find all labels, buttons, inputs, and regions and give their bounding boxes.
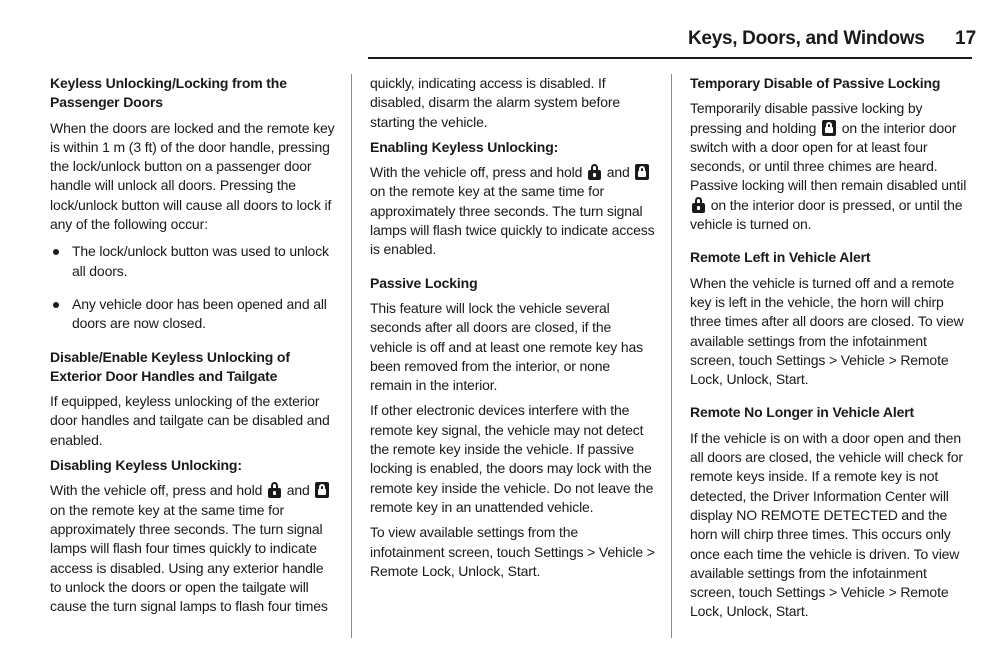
paragraph: If equipped, keyless unlocking of the exterior door handles and tailgate can be disabled and enabled. <box>50 393 330 448</box>
text-run: With the vehicle off, press and hold <box>50 482 263 499</box>
heading-remote-left: Remote Left in Vehicle Alert <box>690 249 871 266</box>
heading-enabling: Enabling Keyless Unlocking: <box>370 138 559 155</box>
text-run: and <box>606 164 630 181</box>
text-run: and <box>286 482 310 499</box>
unlock-icon <box>315 482 329 498</box>
text-run: on the interior door is pressed, or until the vehicle is turned on. <box>690 196 963 233</box>
page-header <box>0 0 1000 60</box>
paragraph-with-icons <box>690 99 975 234</box>
column-1 <box>50 74 336 622</box>
paragraph: To view available settings from the infotainment screen, touch Settings > Vehicle > Remote Lock, Unlock, Start. <box>370 524 655 579</box>
paragraph: This feature will lock the vehicle several seconds after all doors are closed, if the vehicle is off and at least one remote key has been removed from the interior, or none remain in the interior. <box>370 299 644 394</box>
text-run: on the remote key at the same time for approximately three seconds. The turn signal lamps will flash twice quickly to indicate access is enabled. <box>370 183 655 258</box>
paragraph: quickly, indicating access is disabled. If disabled, disarm the alarm system before starting the vehicle. <box>370 75 620 130</box>
text-run: on the interior door switch with a door open for at least four seconds, or until three chimes are heard. Passive locking will then remain disabled until <box>690 119 967 194</box>
heading-disabling: Disabling Keyless Unlocking: <box>50 457 242 474</box>
column-3 <box>690 74 975 628</box>
column-divider-2 <box>671 74 672 638</box>
heading-disable-enable: Disable/Enable Keyless Unlocking of Exterior Door Handles and Tailgate <box>50 348 290 384</box>
lock-icon <box>268 482 281 498</box>
heading-temporary-disable: Temporary Disable of Passive Locking <box>690 75 941 91</box>
paragraph-with-icons <box>370 163 655 259</box>
heading-passive-locking: Passive Locking <box>370 274 478 291</box>
paragraph: If the vehicle is on with a door open and then all doors are closed, the vehicle will check for remote keys inside. If a remote key is not detected, the Driver Information Center will display NO REMOTE DETECTED and the horn will chirp three times. This occurs only once each time the vehicle is driven. To view available settings from the infotainment screen, touch Settings > Vehicle > Remote Lock, Unlock, Start. <box>690 429 963 620</box>
list-item: The lock/unlock button was used to unlock all doors. <box>50 242 336 281</box>
text-run: Temporarily disable passive locking by pressing and holding <box>690 100 923 136</box>
paragraph: If other electronic devices interfere with the remote key signal, the vehicle may not detect the remote key inside the vehicle. If passive locking is enabled, the doors may lock with the remote key inside the vehicle. Do not leave the remote key in an unattended vehicle. <box>370 402 654 515</box>
paragraph: When the doors are locked and the remote key is within 1 m (3 ft) of the door handle, pressing the lock/unlock button on a passenger door handle will unlock all doors. Pressing the lock/unlock button will cause all doors to lock if any of the following occur: <box>50 119 335 233</box>
list-item: Any vehicle door has been opened and all doors are now closed. <box>50 295 336 334</box>
unlock-icon <box>822 120 836 136</box>
page-number: 17 <box>955 28 977 49</box>
text-run: on the remote key at the same time for approximately three seconds. The turn signal lamps will flash four times quickly to indicate access is disabled. Using any exterior handle to unlock the doors or open the tailgate will cause the turn signal lamps to flash four times <box>50 501 328 615</box>
column-divider-1 <box>351 74 352 638</box>
heading-keyless-passenger: Keyless Unlocking/Locking from the Passenger Doors <box>50 75 287 111</box>
text-run: With the vehicle off, press and hold <box>370 164 583 181</box>
paragraph: When the vehicle is turned off and a remote key is left in the vehicle, the horn will chirp three times after all doors are closed. To view available settings from the infotainment screen, touch Settings > Vehicle > Remote Lock, Unlock, Start. <box>690 274 964 388</box>
lock-icon <box>692 197 705 213</box>
lock-icon <box>588 164 601 180</box>
bullet-list <box>50 242 336 333</box>
heading-remote-no-longer: Remote No Longer in Vehicle Alert <box>690 404 915 421</box>
section-title: Keys, Doors, and Windows <box>688 28 925 49</box>
paragraph-with-icons <box>50 481 336 616</box>
header-rule <box>368 57 972 59</box>
unlock-icon <box>635 164 649 180</box>
column-2 <box>370 74 655 587</box>
